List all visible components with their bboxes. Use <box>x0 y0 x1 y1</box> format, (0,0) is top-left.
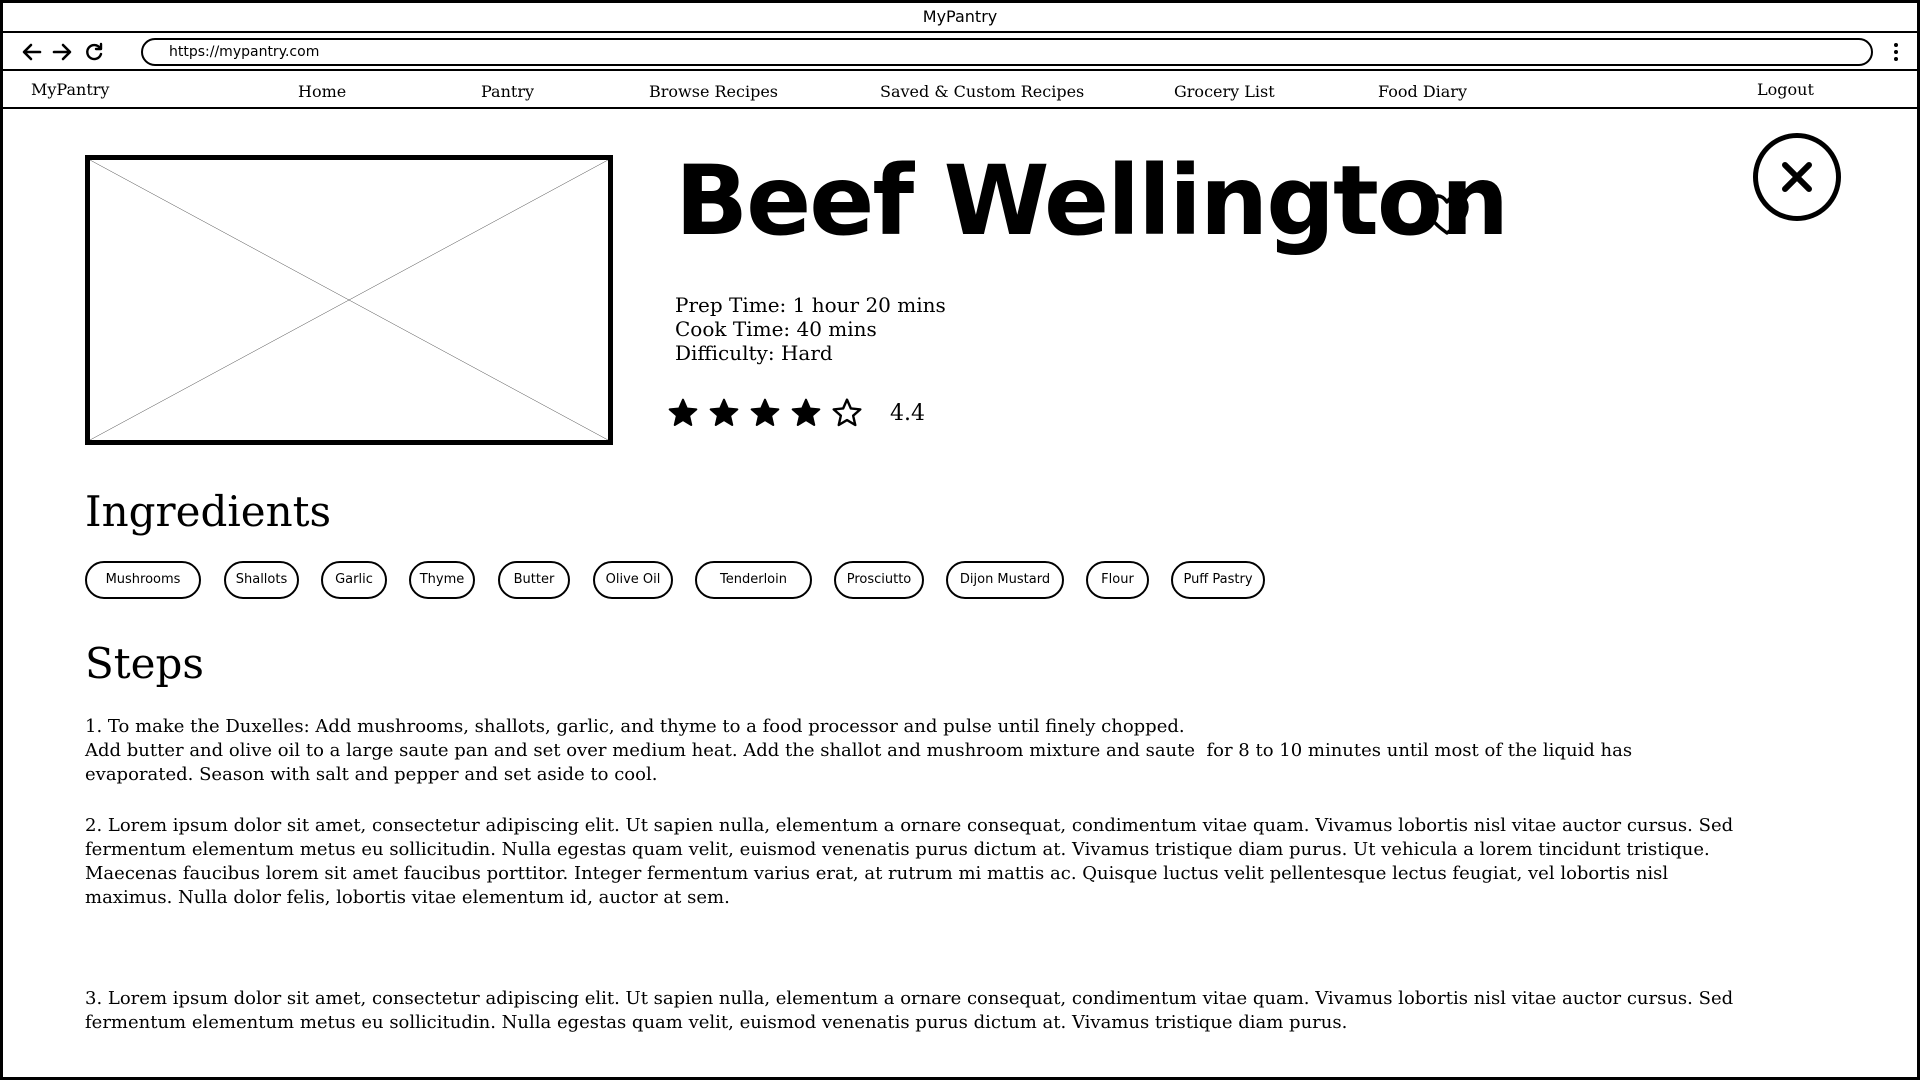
browser-toolbar <box>3 33 1917 71</box>
brand-logo[interactable]: MyPantry <box>31 80 110 99</box>
rating-stars <box>667 393 925 433</box>
steps-list <box>85 715 1745 1035</box>
ingredient-chip[interactable]: Flour <box>1086 561 1149 599</box>
reload-icon[interactable] <box>81 39 107 65</box>
back-arrow-icon[interactable] <box>19 39 45 65</box>
address-bar[interactable]: https://mypantry.com <box>141 38 1873 66</box>
nav-food-diary[interactable]: Food Diary <box>1378 82 1467 101</box>
heart-icon[interactable] <box>1423 193 1471 237</box>
difficulty: Difficulty: Hard <box>675 341 833 365</box>
prep-time: Prep Time: 1 hour 20 mins <box>675 293 946 317</box>
step-item: 2. Lorem ipsum dolor sit amet, consectetur adipiscing elit. Ut sapien nulla, elementum a ornare consequat, condimentum vitae quam. Vivamus lobortis nisl vitae auctor cursus. Sed fermentum elementum metus eu sollicitudin. Nulla egestas quam velit, euismod venenatis purus dictum at. Vivamus tristique diam purus. Ut vehicula a lorem tincidunt tristique. Maecenas faucibus lorem sit amet faucibus porttitor. Integer fermentum varius erat, at rutrum mi mattis ac. Quisque luctus velit pellentesque lectus feugiat, vel lobortis nisl maximus. Nulla dolor felis, lobortis vitae elementum id, auctor at sem. <box>85 815 1739 908</box>
nav-saved-custom-recipes[interactable]: Saved & Custom Recipes <box>880 82 1085 101</box>
ingredient-chip[interactable]: Mushrooms <box>85 561 201 599</box>
star-icon[interactable] <box>749 397 781 429</box>
recipe-image-placeholder <box>85 155 613 445</box>
nav-grocery-list[interactable]: Grocery List <box>1174 82 1275 101</box>
nav-browse-recipes[interactable]: Browse Recipes <box>649 82 779 101</box>
logout-link[interactable]: Logout <box>1757 80 1814 99</box>
star-icon[interactable] <box>708 397 740 429</box>
nav-pantry[interactable]: Pantry <box>481 82 535 101</box>
star-icon[interactable] <box>790 397 822 429</box>
ingredient-chip[interactable]: Olive Oil <box>593 561 673 599</box>
close-button[interactable] <box>1753 133 1841 221</box>
forward-arrow-icon[interactable] <box>49 39 75 65</box>
ingredient-chip[interactable]: Dijon Mustard <box>946 561 1064 599</box>
recipe-meta <box>675 293 946 365</box>
ingredient-chip[interactable]: Thyme <box>409 561 475 599</box>
app-nav <box>3 73 1917 109</box>
cook-time: Cook Time: 40 mins <box>675 317 877 341</box>
ingredient-chip[interactable]: Butter <box>498 561 570 599</box>
ingredient-chip[interactable]: Tenderloin <box>695 561 812 599</box>
steps-heading: Steps <box>85 639 204 688</box>
rating-value: 4.4 <box>890 400 925 426</box>
kebab-menu-icon[interactable] <box>1889 39 1903 65</box>
ingredient-chip[interactable]: Prosciutto <box>834 561 924 599</box>
step-item: 3. Lorem ipsum dolor sit amet, consectetur adipiscing elit. Ut sapien nulla, elementum a ornare consequat, condimentum vitae quam. Vivamus lobortis nisl vitae auctor cursus. Sed fermentum elementum metus eu sollicitudin. Nulla egestas quam velit, euismod venenatis purus dictum at. Vivamus tristique diam purus. <box>85 988 1739 1033</box>
window-title: MyPantry <box>3 3 1917 33</box>
nav-home[interactable]: Home <box>298 82 347 101</box>
star-outline-icon[interactable] <box>831 397 863 429</box>
ingredients-heading: Ingredients <box>85 487 332 536</box>
ingredient-chip[interactable]: Garlic <box>321 561 387 599</box>
ingredient-chip[interactable]: Puff Pastry <box>1171 561 1265 599</box>
step-item: 1. To make the Duxelles: Add mushrooms, shallots, garlic, and thyme to a food processor and pulse until finely chopped. Add butter and olive oil to a large saute pan and set over medium heat. Add the shallot and mushroom mixture and saute for 8 to 10 minutes until most of the liquid has evaporated. Season with salt and pepper and set aside to cool. <box>85 716 1633 785</box>
recipe-title: Beef Wellington <box>675 145 1508 257</box>
star-icon[interactable] <box>667 397 699 429</box>
close-icon <box>1779 159 1815 195</box>
ingredient-chip[interactable]: Shallots <box>224 561 299 599</box>
